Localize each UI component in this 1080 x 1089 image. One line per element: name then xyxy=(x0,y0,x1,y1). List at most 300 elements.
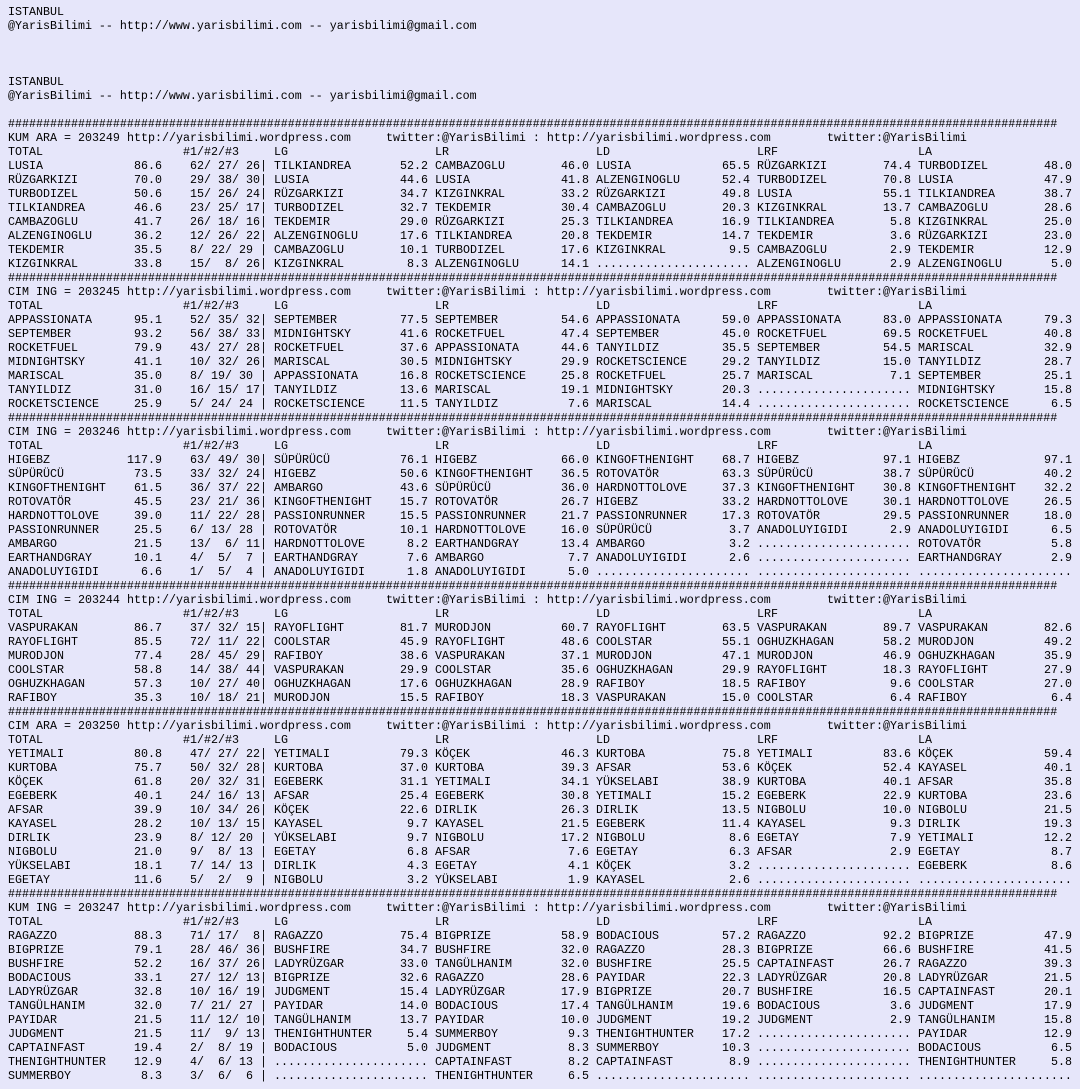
lrf-score: 74.4 xyxy=(883,159,911,173)
la-horse-name: HARDNOTTOLOVE xyxy=(918,495,1009,509)
lrf-score: 2.9 xyxy=(890,243,911,257)
lr-horse-name: TURBODIZEL xyxy=(435,243,505,257)
la-score: 15.8 xyxy=(1044,1013,1072,1027)
lg-score: 50.6 xyxy=(400,467,428,481)
lg-score: 8.2 xyxy=(407,537,428,551)
total-score: 58.8 xyxy=(134,663,162,677)
lg-score: 44.6 xyxy=(400,173,428,187)
ld-score: 8.9 xyxy=(729,1055,750,1069)
column-header xyxy=(0,145,1080,159)
rank-counts: 7/ 14/ 13 xyxy=(190,859,253,873)
table-row xyxy=(0,677,1080,691)
rank-counts: 15/ 8/ 26 xyxy=(190,257,260,271)
lg-horse-name: RÜZGARKIZI xyxy=(274,187,344,201)
ld-horse-name: ALZENGINOGLU xyxy=(596,173,680,187)
rank-counts: 72/ 11/ 22 xyxy=(190,635,260,649)
lg-score: 22.6 xyxy=(400,803,428,817)
ld-score: 16.9 xyxy=(722,215,750,229)
lrf-horse-name: CAMBAZOGLU xyxy=(757,243,827,257)
ld-horse-name: RÜZGARKIZI xyxy=(596,187,666,201)
la-score: 21.5 xyxy=(1044,803,1072,817)
ld-horse-name: OGHUZKHAGAN xyxy=(596,663,673,677)
site-url: http://yarisbilimi.wordpress.com xyxy=(127,593,351,607)
total-score: 25.9 xyxy=(134,397,162,411)
lrf-score: 38.7 xyxy=(883,467,911,481)
lr-score: 17.6 xyxy=(561,243,589,257)
la-score: 5.8 xyxy=(1051,1055,1072,1069)
lrf-score: 7.1 xyxy=(890,369,911,383)
total-score: 6.6 xyxy=(141,565,162,579)
section-title xyxy=(0,901,1080,915)
lg-score: 41.6 xyxy=(400,327,428,341)
race-label: CIM ARA = 203250 xyxy=(8,719,120,733)
la-horse-name: BODACIOUS xyxy=(918,1041,981,1055)
ld-horse-name: KÖÇEK xyxy=(596,859,631,873)
ld-score: 18.5 xyxy=(722,677,750,691)
total-score: 25.5 xyxy=(134,523,162,537)
rank-counts: 63/ 49/ 30 xyxy=(190,453,260,467)
lr-horse-name: COOLSTAR xyxy=(435,663,491,677)
horse-name: DIRLIK xyxy=(8,831,50,845)
header-contact-line xyxy=(0,19,1080,33)
lrf-horse-name: TANYILDIZ xyxy=(757,355,820,369)
lrf-filler: ...................... xyxy=(757,1041,911,1055)
lg-horse-name: TANYILDIZ xyxy=(274,383,337,397)
header-lg: LG xyxy=(274,733,288,747)
ld-score: 2.6 xyxy=(729,873,750,887)
lg-horse-name: HARDNOTTOLOVE xyxy=(274,537,365,551)
column-separator: | xyxy=(260,649,267,663)
ld-horse-name: COOLSTAR xyxy=(596,635,652,649)
ld-score: 22.3 xyxy=(722,971,750,985)
lrf-score: 22.9 xyxy=(883,789,911,803)
horse-name: TEKDEMIR xyxy=(8,243,64,257)
la-horse-name: CAMBAZOGLU xyxy=(918,201,988,215)
ld-score: 75.8 xyxy=(722,747,750,761)
lg-horse-name: MURODJON xyxy=(274,691,330,705)
table-row xyxy=(0,257,1080,271)
lrf-score: 52.4 xyxy=(883,761,911,775)
lrf-filler: ...................... xyxy=(757,551,911,565)
hash-divider xyxy=(0,271,1080,285)
column-separator: | xyxy=(260,523,267,537)
lr-horse-name: KIZGINKRAL xyxy=(435,187,505,201)
header-lr: LR xyxy=(435,299,449,313)
rank-counts: 12/ 26/ 22 xyxy=(190,229,260,243)
la-horse-name: MURODJON xyxy=(918,635,974,649)
lg-horse-name: ROTOVATÖR xyxy=(274,523,337,537)
header-ranks: #1/#2/#3 xyxy=(183,607,239,621)
lr-score: 7.6 xyxy=(568,845,589,859)
column-separator: | xyxy=(260,971,267,985)
la-score: 32.9 xyxy=(1044,341,1072,355)
lr-score: 10.0 xyxy=(561,1013,589,1027)
lr-horse-name: TEKDEMIR xyxy=(435,201,491,215)
table-row xyxy=(0,201,1080,215)
horse-name: TILKIANDREA xyxy=(8,201,85,215)
total-score: 35.5 xyxy=(134,243,162,257)
table-row xyxy=(0,537,1080,551)
lg-horse-name: BIGPRIZE xyxy=(274,971,330,985)
la-score: 79.3 xyxy=(1044,313,1072,327)
total-score: 33.8 xyxy=(134,257,162,271)
ld-score: 65.5 xyxy=(722,159,750,173)
horse-name: BIGPRIZE xyxy=(8,943,64,957)
lg-horse-name: RAFIBOY xyxy=(274,649,323,663)
lrf-horse-name: HARDNOTTOLOVE xyxy=(757,495,848,509)
la-horse-name: EARTHANDGRAY xyxy=(918,551,1002,565)
header-total: TOTAL xyxy=(8,915,43,929)
header-lg: LG xyxy=(274,145,288,159)
rank-counts: 7/ 21/ 27 xyxy=(190,999,253,1013)
ld-score: 20.3 xyxy=(722,383,750,397)
table-row xyxy=(0,467,1080,481)
la-horse-name: MARISCAL xyxy=(918,341,974,355)
header-ld: LD xyxy=(596,145,610,159)
table-row xyxy=(0,831,1080,845)
lrf-score: 9.6 xyxy=(890,677,911,691)
table-row xyxy=(0,873,1080,887)
rank-counts: 10/ 18/ 21 xyxy=(190,691,260,705)
lg-horse-name: LUSIA xyxy=(274,173,309,187)
lrf-horse-name: KURTOBA xyxy=(757,775,806,789)
header-total: TOTAL xyxy=(8,733,43,747)
lrf-horse-name: LADYRÜZGAR xyxy=(757,971,827,985)
ld-horse-name: VASPURAKAN xyxy=(596,691,666,705)
lr-horse-name: BIGPRIZE xyxy=(435,929,491,943)
ld-horse-name: JUDGMENT xyxy=(596,1013,652,1027)
header-ld: LD xyxy=(596,299,610,313)
la-horse-name: RAYOFLIGHT xyxy=(918,663,988,677)
lg-horse-name: TURBODIZEL xyxy=(274,201,344,215)
ld-horse-name: RAFIBOY xyxy=(596,677,645,691)
la-score: 82.6 xyxy=(1044,621,1072,635)
ld-horse-name: KAYASEL xyxy=(596,873,645,887)
ld-horse-name: DIRLIK xyxy=(596,803,638,817)
lrf-horse-name: APPASSIONATA xyxy=(757,313,841,327)
total-score: 35.3 xyxy=(134,691,162,705)
total-score: 21.5 xyxy=(134,1027,162,1041)
rank-counts: 3/ 6/ 6 xyxy=(190,1069,253,1083)
total-score: 57.3 xyxy=(134,677,162,691)
lr-horse-name: KURTOBA xyxy=(435,761,484,775)
rank-counts: 1/ 5/ 4 xyxy=(190,565,253,579)
ld-score: 9.5 xyxy=(729,243,750,257)
total-score: 61.8 xyxy=(134,775,162,789)
total-score: 95.1 xyxy=(134,313,162,327)
table-row xyxy=(0,999,1080,1013)
lg-score: 29.9 xyxy=(400,663,428,677)
horse-name: CAMBAZOGLU xyxy=(8,215,78,229)
lr-horse-name: MIDNIGHTSKY xyxy=(435,355,512,369)
horse-name: EGETAY xyxy=(8,873,50,887)
column-separator: | xyxy=(260,173,267,187)
column-separator: | xyxy=(260,957,267,971)
lrf-horse-name: VASPURAKAN xyxy=(757,621,827,635)
lr-score: 17.9 xyxy=(561,985,589,999)
la-score: 17.9 xyxy=(1044,999,1072,1013)
horse-name: ROCKETSCIENCE xyxy=(8,397,99,411)
lrf-score: 9.3 xyxy=(890,817,911,831)
total-score: 8.3 xyxy=(141,1069,162,1083)
ld-horse-name: TANGÜLHANIM xyxy=(596,999,673,1013)
total-score: 19.4 xyxy=(134,1041,162,1055)
horse-name: AFSAR xyxy=(8,803,43,817)
ld-score: 38.9 xyxy=(722,775,750,789)
column-separator: | xyxy=(260,187,267,201)
rank-counts: 10/ 34/ 26 xyxy=(190,803,260,817)
la-horse-name: COOLSTAR xyxy=(918,677,974,691)
lg-horse-name: COOLSTAR xyxy=(274,635,330,649)
header-la: LA xyxy=(918,607,932,621)
table-row xyxy=(0,635,1080,649)
lg-score: 7.6 xyxy=(407,551,428,565)
blank-line xyxy=(0,103,1080,117)
header-lg: LG xyxy=(274,915,288,929)
lrf-filler: ...................... xyxy=(757,1055,911,1069)
lr-score: 21.5 xyxy=(561,817,589,831)
lg-score: 11.5 xyxy=(400,397,428,411)
ld-horse-name: BUSHFIRE xyxy=(596,957,652,971)
la-horse-name: KINGOFTHENIGHT xyxy=(918,481,1016,495)
header-ranks: #1/#2/#3 xyxy=(183,145,239,159)
table-row xyxy=(0,453,1080,467)
total-score: 80.8 xyxy=(134,747,162,761)
la-horse-name: RAFIBOY xyxy=(918,691,967,705)
lr-horse-name: JUDGMENT xyxy=(435,1041,491,1055)
total-score: 79.1 xyxy=(134,943,162,957)
lg-score: 6.8 xyxy=(407,845,428,859)
lr-horse-name: TANGÜLHANIM xyxy=(435,957,512,971)
lg-horse-name: PASSIONRUNNER xyxy=(274,509,365,523)
total-score: 21.5 xyxy=(134,1013,162,1027)
table-row xyxy=(0,649,1080,663)
column-separator: | xyxy=(260,635,267,649)
ld-horse-name: MIDNIGHTSKY xyxy=(596,383,673,397)
ld-score: 49.8 xyxy=(722,187,750,201)
total-score: 35.0 xyxy=(134,369,162,383)
lrf-score: 18.3 xyxy=(883,663,911,677)
total-score: 75.7 xyxy=(134,761,162,775)
rank-counts: 4/ 6/ 13 xyxy=(190,1055,253,1069)
lg-horse-name: ANADOLUYIGIDI xyxy=(274,565,365,579)
lr-score: 37.1 xyxy=(561,649,589,663)
horse-name: RAGAZZO xyxy=(8,929,57,943)
column-separator: | xyxy=(260,1013,267,1027)
table-row xyxy=(0,481,1080,495)
column-separator: | xyxy=(260,229,267,243)
rank-counts: 8/ 12/ 20 xyxy=(190,831,253,845)
ld-horse-name: BIGPRIZE xyxy=(596,985,652,999)
column-separator: | xyxy=(260,257,267,271)
horse-name: BODACIOUS xyxy=(8,971,71,985)
horse-name: MARISCAL xyxy=(8,369,64,383)
column-separator: | xyxy=(260,985,267,999)
lr-horse-name: KINGOFTHENIGHT xyxy=(435,467,533,481)
lr-score: 54.6 xyxy=(561,313,589,327)
twitter-site-text: twitter:@YarisBilimi : http://yarisbilimi.wordpress.com xyxy=(386,719,771,733)
total-score: 32.8 xyxy=(134,985,162,999)
la-score: 12.2 xyxy=(1044,831,1072,845)
ld-score: 20.7 xyxy=(722,985,750,999)
la-horse-name: YETIMALI xyxy=(918,831,974,845)
la-horse-name: MIDNIGHTSKY xyxy=(918,383,995,397)
lrf-horse-name: BUSHFIRE xyxy=(757,985,813,999)
ld-horse-name: ROCKETSCIENCE xyxy=(596,355,687,369)
la-horse-name: TANYILDIZ xyxy=(918,355,981,369)
lrf-score: 97.1 xyxy=(883,453,911,467)
rank-counts: 9/ 8/ 13 xyxy=(190,845,253,859)
lr-horse-name: SEPTEMBER xyxy=(435,313,498,327)
column-separator: | xyxy=(260,775,267,789)
la-horse-name: BIGPRIZE xyxy=(918,929,974,943)
la-score: 59.4 xyxy=(1044,747,1072,761)
ld-score: 52.4 xyxy=(722,173,750,187)
lrf-score: 55.1 xyxy=(883,187,911,201)
lg-horse-name: YÜKSELABI xyxy=(274,831,337,845)
total-score: 12.9 xyxy=(134,1055,162,1069)
lr-horse-name: MURODJON xyxy=(435,621,491,635)
hash-divider-text: ###################################################################################################################################################### xyxy=(8,271,1058,285)
total-score: 88.3 xyxy=(134,929,162,943)
lrf-horse-name: TILKIANDREA xyxy=(757,215,834,229)
rank-counts: 4/ 5/ 7 xyxy=(190,551,253,565)
la-horse-name: KIZGINKRAL xyxy=(918,215,988,229)
lr-score: 26.3 xyxy=(561,803,589,817)
lg-score: 14.0 xyxy=(400,999,428,1013)
total-score: 93.2 xyxy=(134,327,162,341)
ld-score: 47.1 xyxy=(722,649,750,663)
header-lrf: LRF xyxy=(757,733,778,747)
column-separator: | xyxy=(260,341,267,355)
ld-score: 29.9 xyxy=(722,663,750,677)
horse-name: YÜKSELABI xyxy=(8,859,71,873)
rank-counts: 10/ 13/ 15 xyxy=(190,817,260,831)
table-row xyxy=(0,1055,1080,1069)
lg-score: 1.8 xyxy=(407,565,428,579)
lr-score: 28.6 xyxy=(561,971,589,985)
lg-horse-name: TANGÜLHANIM xyxy=(274,1013,351,1027)
lr-score: 6.5 xyxy=(568,1069,589,1083)
header-ranks: #1/#2/#3 xyxy=(183,915,239,929)
lg-horse-name: EARTHANDGRAY xyxy=(274,551,358,565)
lrf-score: 10.0 xyxy=(883,803,911,817)
lg-score: 37.0 xyxy=(400,761,428,775)
lg-score: 8.3 xyxy=(407,257,428,271)
lrf-horse-name: EGETAY xyxy=(757,831,799,845)
ld-score: 17.2 xyxy=(722,1027,750,1041)
lr-score: 8.3 xyxy=(568,1041,589,1055)
table-row xyxy=(0,159,1080,173)
total-score: 70.0 xyxy=(134,173,162,187)
rank-counts: 56/ 38/ 33 xyxy=(190,327,260,341)
column-separator: | xyxy=(260,1055,267,1069)
la-horse-name: EGETAY xyxy=(918,845,960,859)
lrf-filler: ...................... xyxy=(757,537,911,551)
column-separator: | xyxy=(260,1069,267,1083)
ld-score: 3.2 xyxy=(729,537,750,551)
column-separator: | xyxy=(260,621,267,635)
total-score: 32.0 xyxy=(134,999,162,1013)
la-filler: ...................... xyxy=(918,873,1072,887)
table-row xyxy=(0,789,1080,803)
twitter-site-text: twitter:@YarisBilimi : http://yarisbilimi.wordpress.com xyxy=(386,285,771,299)
total-score: 39.0 xyxy=(134,509,162,523)
lr-horse-name: MARISCAL xyxy=(435,383,491,397)
lg-horse-name: YETIMALI xyxy=(274,747,330,761)
table-row xyxy=(0,341,1080,355)
lr-score: 13.4 xyxy=(561,537,589,551)
lrf-score: 70.8 xyxy=(883,173,911,187)
header-lrf: LRF xyxy=(757,915,778,929)
la-score: 27.0 xyxy=(1044,677,1072,691)
table-row xyxy=(0,957,1080,971)
la-score: 25.0 xyxy=(1044,215,1072,229)
column-separator: | xyxy=(260,215,267,229)
lg-score: 4.3 xyxy=(407,859,428,873)
lr-horse-name: TILKIANDREA xyxy=(435,229,512,243)
site-url: http://yarisbilimi.wordpress.com xyxy=(127,131,351,145)
lr-horse-name: SÜPÜRÜCÜ xyxy=(435,481,491,495)
la-horse-name: TILKIANDREA xyxy=(918,187,995,201)
ld-horse-name: CAPTAINFAST xyxy=(596,1055,673,1069)
total-score: 86.7 xyxy=(134,621,162,635)
rank-counts: 23/ 25/ 17 xyxy=(190,201,260,215)
rank-counts: 10/ 32/ 26 xyxy=(190,355,260,369)
la-score: 39.3 xyxy=(1044,957,1072,971)
lg-score: 32.6 xyxy=(400,971,428,985)
header-city-line xyxy=(0,75,1080,89)
lg-horse-name: THENIGHTHUNTER xyxy=(274,1027,372,1041)
la-score: 5.8 xyxy=(1051,537,1072,551)
lg-score: 79.3 xyxy=(400,747,428,761)
twitter-handle: twitter:@YarisBilimi xyxy=(827,901,967,915)
ld-horse-name: SUMMERBOY xyxy=(596,1041,659,1055)
lr-horse-name: LUSIA xyxy=(435,173,470,187)
la-horse-name: KURTOBA xyxy=(918,789,967,803)
table-row xyxy=(0,1027,1080,1041)
table-row xyxy=(0,397,1080,411)
horse-name: KAYASEL xyxy=(8,817,57,831)
rank-counts: 13/ 6/ 11 xyxy=(190,537,260,551)
ld-score: 25.7 xyxy=(722,369,750,383)
table-row xyxy=(0,215,1080,229)
lg-score: 9.7 xyxy=(407,831,428,845)
header-la: LA xyxy=(918,733,932,747)
header-city-line xyxy=(0,5,1080,19)
lg-score: 17.6 xyxy=(400,677,428,691)
lg-score: 15.4 xyxy=(400,985,428,999)
total-score: 41.7 xyxy=(134,215,162,229)
site-url: http://yarisbilimi.wordpress.com xyxy=(127,285,351,299)
lr-score: 18.3 xyxy=(561,691,589,705)
rank-counts: 8/ 19/ 30 xyxy=(190,369,253,383)
column-separator: | xyxy=(260,243,267,257)
table-row xyxy=(0,775,1080,789)
lr-horse-name: LADYRÜZGAR xyxy=(435,985,505,999)
lr-score: 25.8 xyxy=(561,369,589,383)
table-row xyxy=(0,691,1080,705)
lr-score: 46.3 xyxy=(561,747,589,761)
lr-score: 30.8 xyxy=(561,789,589,803)
rank-counts: 10/ 27/ 40 xyxy=(190,677,260,691)
horse-name: BUSHFIRE xyxy=(8,957,64,971)
la-score: 40.1 xyxy=(1044,761,1072,775)
ld-horse-name: HIGEBZ xyxy=(596,495,638,509)
lg-score: 38.6 xyxy=(400,649,428,663)
lg-horse-name: MARISCAL xyxy=(274,355,330,369)
column-separator: | xyxy=(260,565,267,579)
